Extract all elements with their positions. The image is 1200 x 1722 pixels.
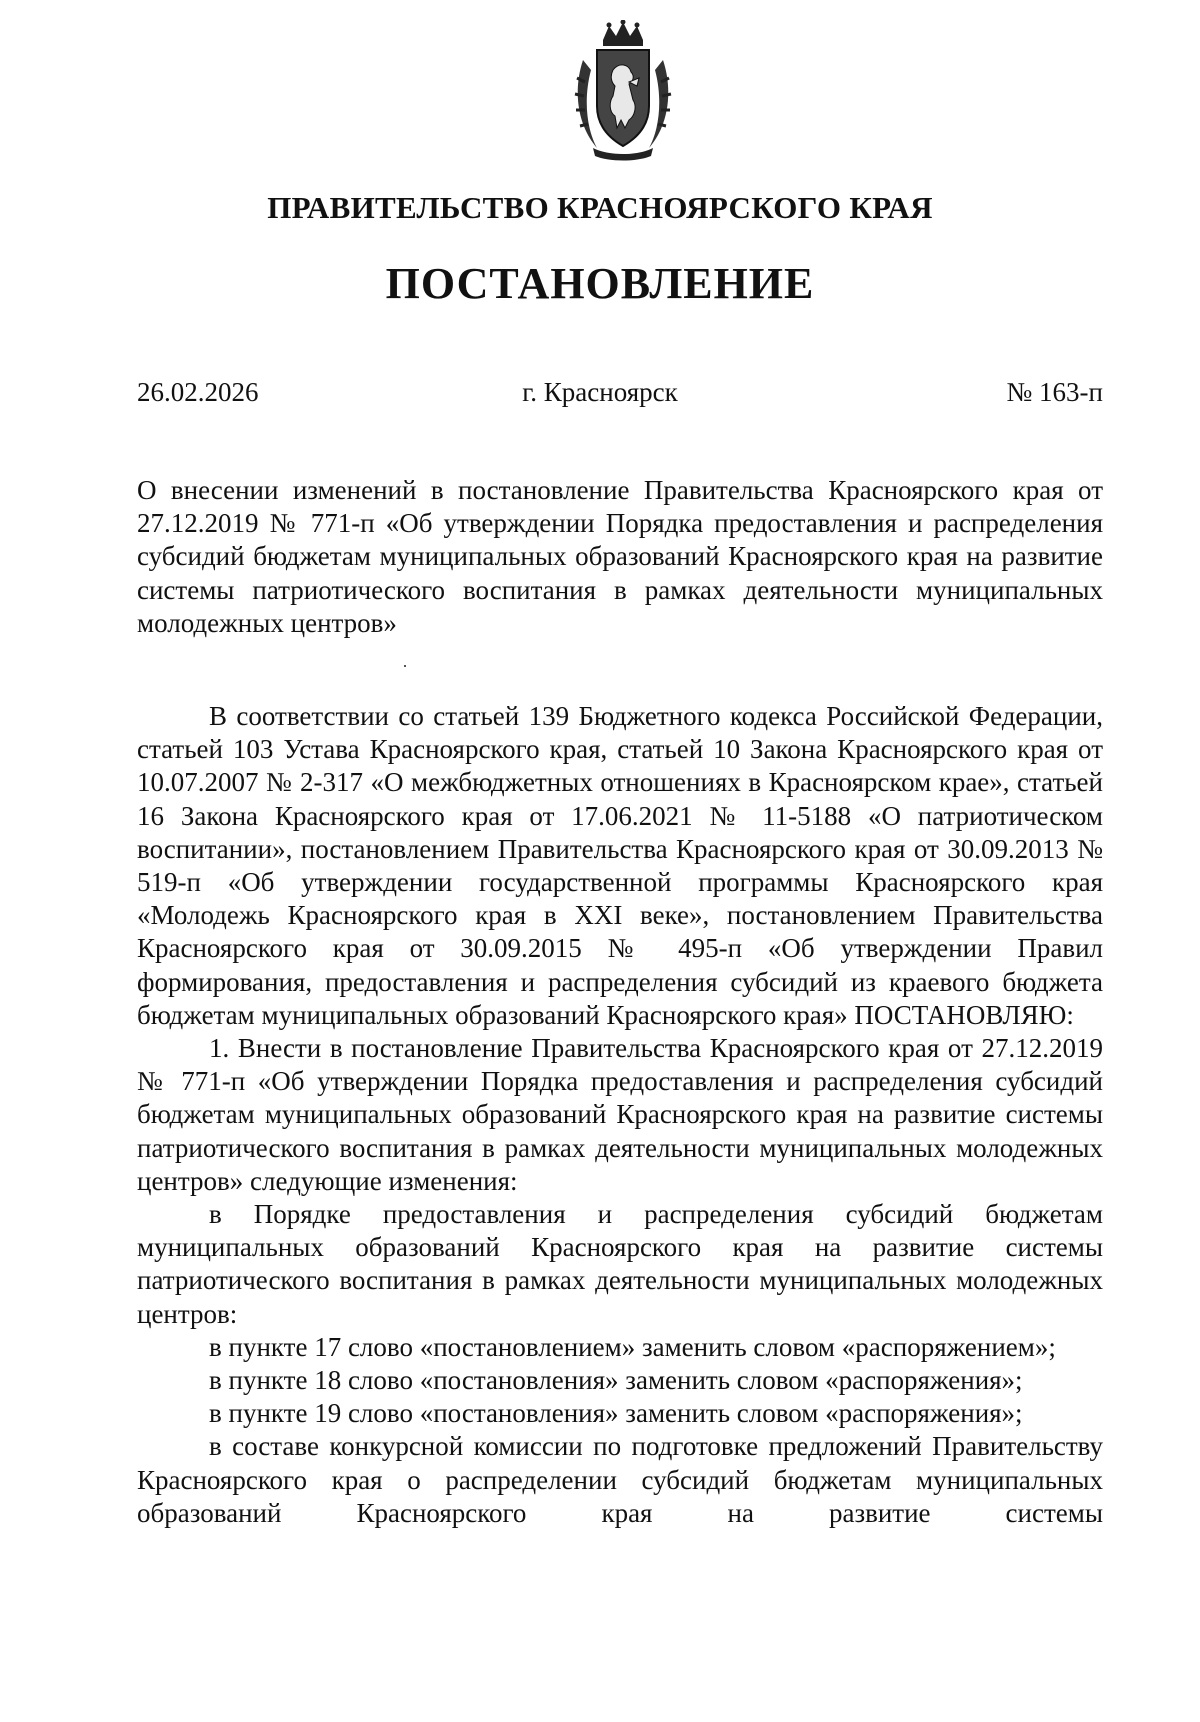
document-body [137,700,1103,1530]
item-1-paragraph: 1. Внести в постановление Правительства Красноярского края от 27.12.2019 № 771-п «Об утверждении Порядка предоставления и распределения субсидий бюджетам муниципальных образований Красноярского края на развитие системы патриотического воспитания в рамках деятельности муниципальных молодежных центров» следующие изменения: [137,1033,1103,1196]
procedure-paragraph: в Порядке предоставления и распределения субсидий бюджетам муниципальных образований Красноярского края на развитие системы патриотического воспитания в рамках деятельности муниципальных молодежных центров: [137,1199,1103,1329]
krasnoyarsk-coat-of-arms-icon [563,20,683,162]
government-title: ПРАВИТЕЛЬСТВО КРАСНОЯРСКОГО КРАЯ [267,190,933,225]
document-date: 26.02.2026 [137,377,259,407]
preamble-paragraph: В соответствии со статьей 139 Бюджетного кодекса Российской Федерации, статьей 103 Устава Красноярского края, статьей 10 Закона Красноярского края от 10.07.2007 № 2-317 «О межбюджетных отношениях в Красноярском крае», статьей 16 Закона Красноярского края от 17.06.2021 № 11-5188 «О патриотическом воспитании», постановлением Правительства Красноярского края от 30.09.2013 № 519-п «Об утверждении государственной программы Красноярского края «Молодежь Красноярского края в XXI веке», постановлением Правительства Красноярского края от 30.09.2015 № 495-п «Об утверждении Правил формирования, предоставления и распределения субсидий из краевого бюджета бюджетам муниципальных образований Красноярского края» ПОСТАНОВЛЯЮ: [137,701,1103,1030]
point-18-paragraph: в пункте 18 слово «постановления» заменить словом «распоряжения»; [209,1365,1023,1396]
document-type-title: ПОСТАНОВЛЕНИЕ [385,259,815,308]
document-subject: О внесении изменений в постановление Правительства Красноярского края от 27.12.2019 № 771-п «Об утверждении Порядка предоставления и распределения субсидий бюджетам муниципальных образований Красноярского края на развитие системы патриотического воспитания в рамках деятельности муниципальных молодежных центров» [137,475,1103,638]
document-city: г. Красноярск [522,377,678,407]
document-number: № 163-п [1006,377,1103,407]
commission-paragraph: в составе конкурсной комиссии по подготовке предложений Правительству Красноярского края о распределении субсидий бюджетам муниципальных образований Красноярского края на развитие системы [137,1431,1103,1528]
point-19-paragraph: в пункте 19 слово «постановления» заменить словом «распоряжения»; [209,1398,1023,1429]
point-17-paragraph: в пункте 17 слово «постановлением» заменить словом «распоряжением»; [209,1331,1056,1362]
scan-mark [404,665,406,667]
